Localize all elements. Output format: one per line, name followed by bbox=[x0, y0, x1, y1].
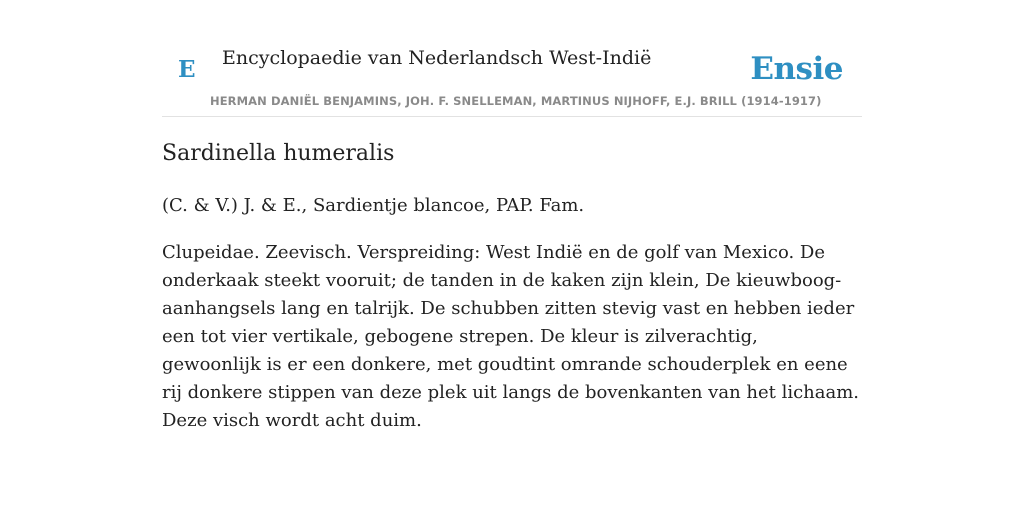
encyclopedia-logo[interactable]: E bbox=[178, 56, 196, 83]
ensie-logo[interactable]: Ensie bbox=[750, 51, 843, 87]
encyclopedia-title[interactable]: Encyclopaedie van Nederlandsch West-Indië bbox=[222, 47, 652, 69]
encyclopedia-header bbox=[162, 0, 862, 117]
entry-subtitle: (C. & V.) J. & E., Sardientje blancoe, PAP. Fam. bbox=[162, 195, 585, 216]
entry-body: Clupeidae. Zeevisch. Verspreiding: West Indië en de golf van Mexico. De onderkaak steekt vooruit; de tanden in de kaken zijn klein, De kieuwboog-aanhangsels lang en talrijk. De schubben zitten stevig vast en hebben ieder een tot vier vertikale, gebogene strepen. De kleur is zilverachtig, gewoonlijk is er een donkere, met goudtint omrande schouderplek en eene rij donkere stippen van deze plek uit langs de bovenkanten van het lichaam. Deze visch wordt acht duim. bbox=[162, 242, 860, 431]
entry-title: Sardinella humeralis bbox=[162, 141, 395, 166]
page bbox=[162, 0, 862, 512]
encyclopedia-authors: HERMAN DANIËL BENJAMINS, JOH. F. SNELLEMAN, MARTINUS NIJHOFF, E.J. BRILL (1914-1917) bbox=[210, 94, 822, 108]
